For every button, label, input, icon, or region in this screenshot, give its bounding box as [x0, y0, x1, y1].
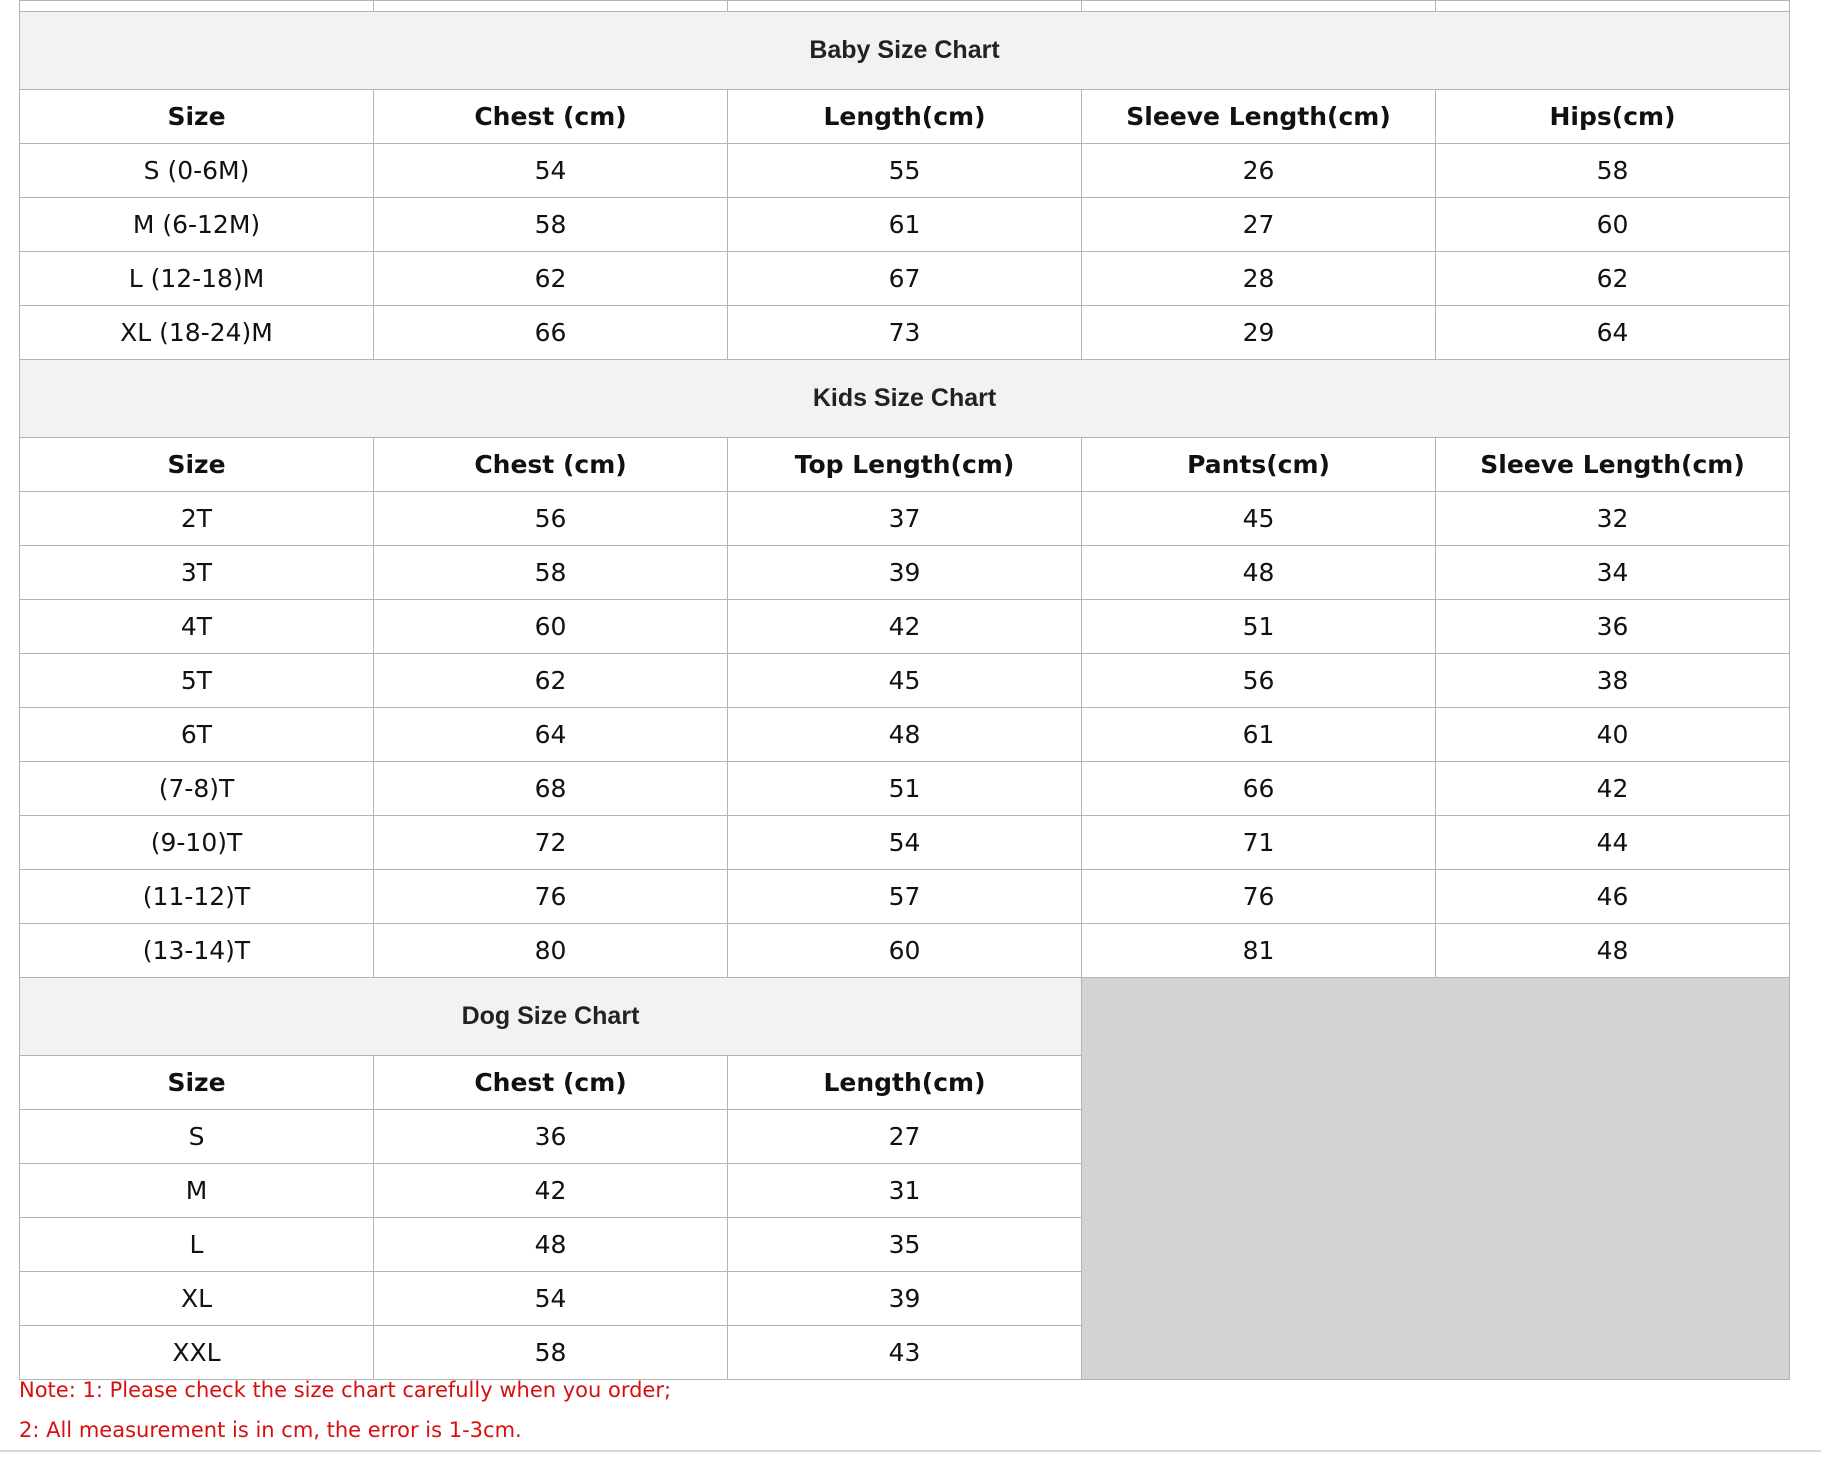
column-header: Chest (cm) — [374, 1056, 728, 1110]
note-line-2: 2: All measurement is in cm, the error is 1-3cm. — [19, 1418, 522, 1442]
measurement-cell: 72 — [374, 816, 728, 870]
measurement-cell: 55 — [728, 144, 1082, 198]
measurement-cell: 76 — [1082, 870, 1436, 924]
table-row — [20, 924, 1790, 978]
measurement-cell: 29 — [1082, 306, 1436, 360]
kids-chart-title: Kids Size Chart — [20, 360, 1790, 438]
measurement-cell: 80 — [374, 924, 728, 978]
measurement-cell: 54 — [728, 816, 1082, 870]
size-cell: S — [20, 1110, 374, 1164]
size-cell: L (12-18)M — [20, 252, 374, 306]
table-row — [20, 306, 1790, 360]
measurement-cell: 64 — [1436, 306, 1790, 360]
table-row — [20, 708, 1790, 762]
table-row — [20, 654, 1790, 708]
measurement-cell: 51 — [728, 762, 1082, 816]
baby-chart-title: Baby Size Chart — [20, 12, 1790, 90]
size-chart-table — [19, 0, 1790, 1380]
size-cell: 3T — [20, 546, 374, 600]
measurement-cell: 40 — [1436, 708, 1790, 762]
measurement-cell: 39 — [728, 546, 1082, 600]
measurement-cell: 62 — [374, 252, 728, 306]
size-cell: (13-14)T — [20, 924, 374, 978]
column-header: Chest (cm) — [374, 438, 728, 492]
size-cell: 4T — [20, 600, 374, 654]
measurement-cell: 34 — [1436, 546, 1790, 600]
measurement-cell: 68 — [374, 762, 728, 816]
column-header: Chest (cm) — [374, 90, 728, 144]
note-line-1: Note: 1: Please check the size chart carefully when you order; — [19, 1378, 672, 1402]
measurement-cell: 62 — [374, 654, 728, 708]
measurement-cell: 66 — [1082, 762, 1436, 816]
measurement-cell: 51 — [1082, 600, 1436, 654]
column-header: Sleeve Length(cm) — [1082, 90, 1436, 144]
size-cell: (11-12)T — [20, 870, 374, 924]
measurement-cell: 28 — [1082, 252, 1436, 306]
measurement-cell: 73 — [728, 306, 1082, 360]
measurement-cell: 27 — [728, 1110, 1082, 1164]
measurement-cell: 38 — [1436, 654, 1790, 708]
top-edge-cell — [1436, 1, 1790, 12]
measurement-cell: 43 — [728, 1326, 1082, 1380]
kids-title-row — [20, 360, 1790, 438]
measurement-cell: 46 — [1436, 870, 1790, 924]
measurement-cell: 60 — [374, 600, 728, 654]
measurement-cell: 60 — [728, 924, 1082, 978]
measurement-cell: 42 — [1436, 762, 1790, 816]
column-header: Length(cm) — [728, 90, 1082, 144]
measurement-cell: 81 — [1082, 924, 1436, 978]
table-row — [20, 816, 1790, 870]
column-header: Hips(cm) — [1436, 90, 1790, 144]
measurement-cell: 56 — [1082, 654, 1436, 708]
measurement-cell: 61 — [1082, 708, 1436, 762]
measurement-cell: 37 — [728, 492, 1082, 546]
top-edge-cell — [20, 1, 374, 12]
size-cell: XL — [20, 1272, 374, 1326]
dog-title-row — [20, 978, 1790, 1056]
measurement-cell: 42 — [374, 1164, 728, 1218]
measurement-cell: 66 — [374, 306, 728, 360]
measurement-cell: 58 — [374, 198, 728, 252]
column-header: Top Length(cm) — [728, 438, 1082, 492]
measurement-cell: 36 — [1436, 600, 1790, 654]
top-edge-cell — [1082, 1, 1436, 12]
measurement-cell: 45 — [1082, 492, 1436, 546]
size-cell: 6T — [20, 708, 374, 762]
measurement-cell: 32 — [1436, 492, 1790, 546]
size-cell: XL (18-24)M — [20, 306, 374, 360]
dog-empty-filler — [1082, 978, 1790, 1380]
measurement-cell: 56 — [374, 492, 728, 546]
measurement-cell: 62 — [1436, 252, 1790, 306]
column-header: Size — [20, 90, 374, 144]
measurement-cell: 58 — [374, 1326, 728, 1380]
table-row — [20, 600, 1790, 654]
measurement-cell: 39 — [728, 1272, 1082, 1326]
column-header: Length(cm) — [728, 1056, 1082, 1110]
table-row — [20, 546, 1790, 600]
measurement-cell: 58 — [1436, 144, 1790, 198]
size-cell: L — [20, 1218, 374, 1272]
measurement-cell: 67 — [728, 252, 1082, 306]
measurement-cell: 48 — [374, 1218, 728, 1272]
baby-header-row — [20, 90, 1790, 144]
measurement-cell: 44 — [1436, 816, 1790, 870]
measurement-cell: 35 — [728, 1218, 1082, 1272]
measurement-cell: 54 — [374, 144, 728, 198]
column-header: Size — [20, 438, 374, 492]
column-header: Size — [20, 1056, 374, 1110]
measurement-cell: 27 — [1082, 198, 1436, 252]
kids-header-row — [20, 438, 1790, 492]
measurement-cell: 36 — [374, 1110, 728, 1164]
top-edge-cell — [374, 1, 728, 12]
measurement-cell: 76 — [374, 870, 728, 924]
measurement-cell: 58 — [374, 546, 728, 600]
measurement-cell: 48 — [1082, 546, 1436, 600]
size-cell: 2T — [20, 492, 374, 546]
size-cell: (9-10)T — [20, 816, 374, 870]
measurement-cell: 71 — [1082, 816, 1436, 870]
table-row — [20, 252, 1790, 306]
measurement-cell: 31 — [728, 1164, 1082, 1218]
baby-title-row — [20, 12, 1790, 90]
table-row — [20, 492, 1790, 546]
size-cell: S (0-6M) — [20, 144, 374, 198]
measurement-cell: 45 — [728, 654, 1082, 708]
size-cell: (7-8)T — [20, 762, 374, 816]
size-cell: XXL — [20, 1326, 374, 1380]
size-cell: M (6-12M) — [20, 198, 374, 252]
measurement-cell: 48 — [728, 708, 1082, 762]
table-row — [20, 144, 1790, 198]
size-cell: 5T — [20, 654, 374, 708]
size-cell: M — [20, 1164, 374, 1218]
table-row — [20, 198, 1790, 252]
dog-chart-title: Dog Size Chart — [20, 978, 1082, 1056]
table-row — [20, 870, 1790, 924]
table-top-edge — [20, 1, 1790, 12]
bottom-divider — [0, 1450, 1821, 1452]
measurement-cell: 54 — [374, 1272, 728, 1326]
column-header: Pants(cm) — [1082, 438, 1436, 492]
measurement-cell: 42 — [728, 600, 1082, 654]
measurement-cell: 64 — [374, 708, 728, 762]
measurement-cell: 48 — [1436, 924, 1790, 978]
measurement-cell: 57 — [728, 870, 1082, 924]
measurement-cell: 26 — [1082, 144, 1436, 198]
size-chart-body — [20, 1, 1790, 1380]
top-edge-cell — [728, 1, 1082, 12]
measurement-cell: 61 — [728, 198, 1082, 252]
table-row — [20, 762, 1790, 816]
column-header: Sleeve Length(cm) — [1436, 438, 1790, 492]
measurement-cell: 60 — [1436, 198, 1790, 252]
